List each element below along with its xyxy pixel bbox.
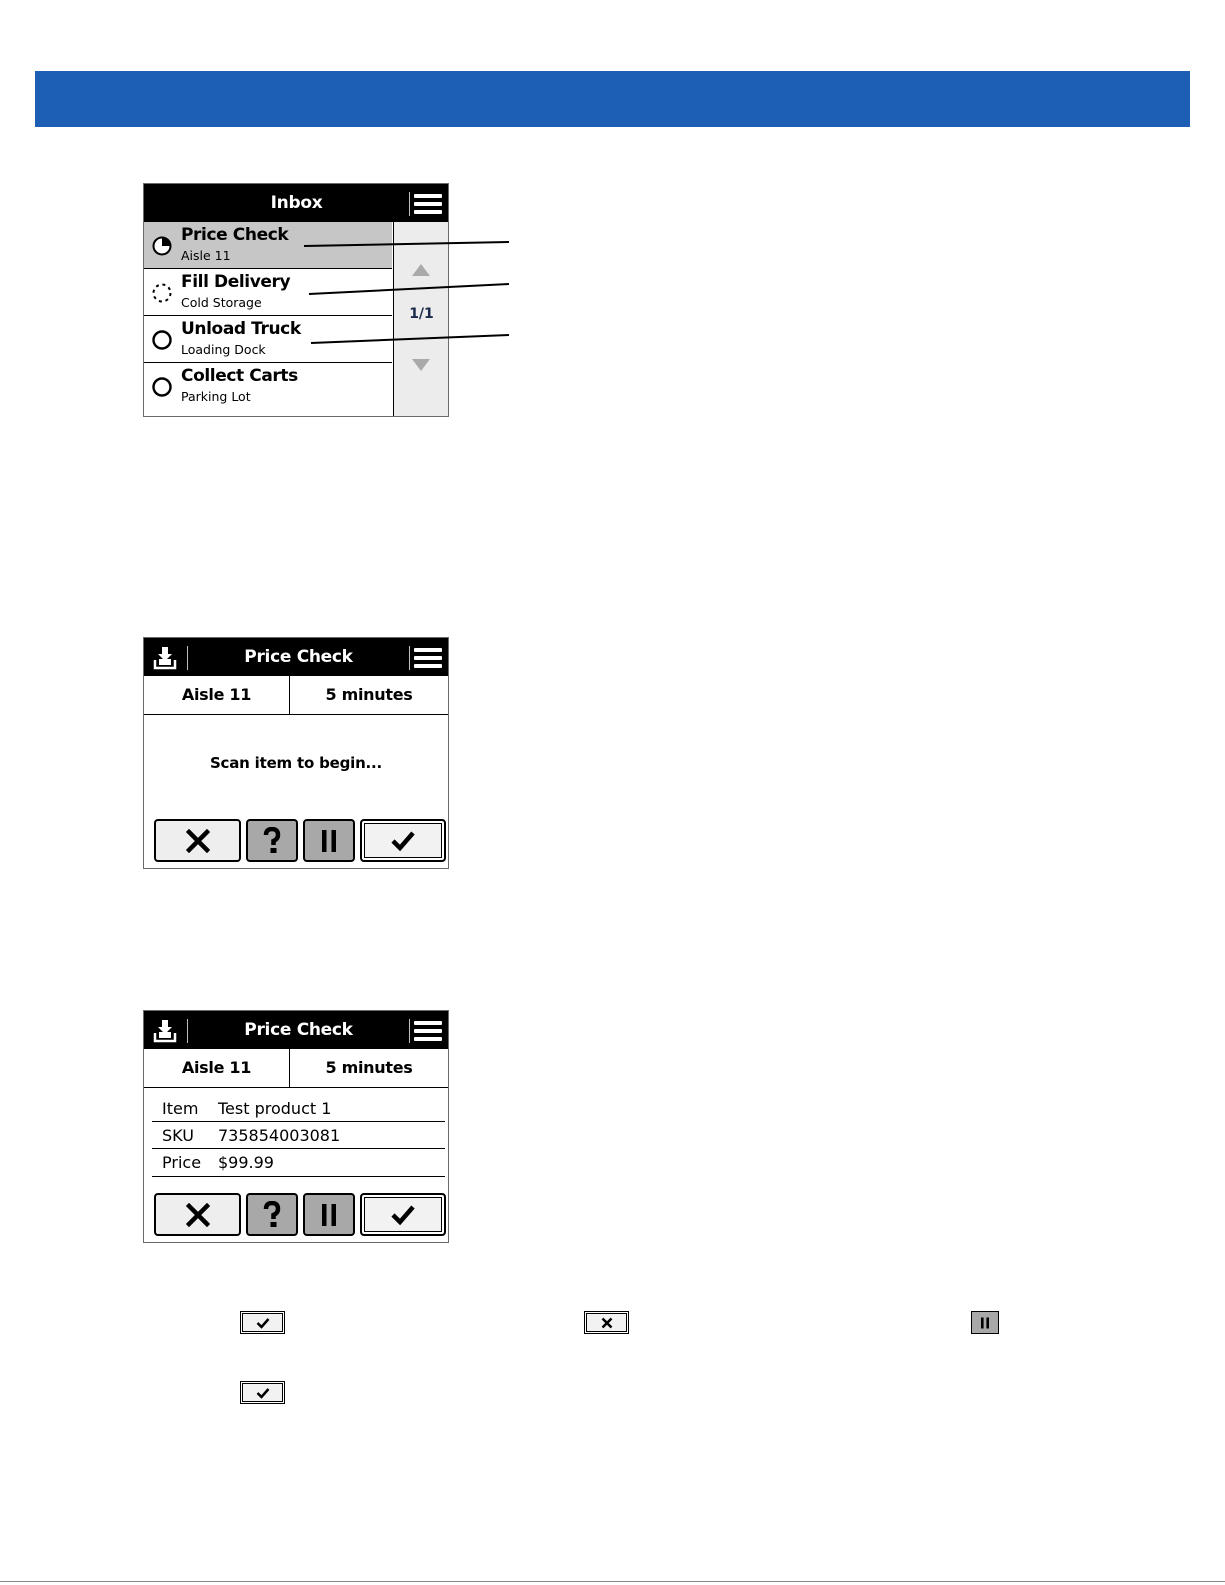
pause-button-mini [971, 1311, 999, 1334]
close-icon [601, 1317, 613, 1329]
confirm-button-mini [240, 1311, 285, 1334]
task-title: Price Check [244, 647, 353, 667]
inbox-item-title: Collect Carts [181, 366, 298, 386]
inbox-item-subtitle: Parking Lot [181, 389, 251, 404]
close-icon [186, 1203, 210, 1227]
callout-lines [0, 0, 1225, 450]
scan-prompt: Scan item to begin... [209, 754, 383, 772]
price-check-scan-screen [143, 637, 449, 869]
pause-icon [321, 1203, 337, 1227]
task-location: Aisle 11 [144, 1049, 290, 1087]
cancel-button-mini [584, 1311, 629, 1334]
footer-rule [0, 1581, 1225, 1582]
task-duration: 5 minutes [325, 1058, 413, 1077]
cancel-button[interactable] [154, 1193, 241, 1236]
inbox-title: Inbox [270, 193, 323, 213]
menu-icon[interactable] [414, 1021, 442, 1041]
help-button[interactable] [246, 1193, 298, 1236]
detail-value: $99.99 [218, 1153, 274, 1172]
task-titlebar [144, 638, 448, 676]
item-details-table [152, 1095, 445, 1177]
inbox-item-subtitle: Aisle 11 [181, 248, 231, 263]
detail-value: Test product 1 [218, 1099, 332, 1118]
table-row [152, 1149, 445, 1177]
pause-icon [981, 1317, 990, 1329]
table-row [152, 1122, 445, 1149]
page-indicator: 1/1 [409, 306, 434, 322]
detail-label: Item [162, 1099, 199, 1118]
question-icon [263, 1201, 281, 1229]
checkmark-icon [390, 830, 416, 852]
checkmark-icon [256, 1387, 270, 1398]
detail-label: SKU [162, 1126, 194, 1145]
close-icon [186, 829, 210, 853]
task-titlebar [144, 1011, 448, 1049]
inbox-item-subtitle: Loading Dock [181, 342, 266, 357]
help-button[interactable] [246, 819, 298, 862]
inbox-item-title: Price Check [181, 225, 289, 245]
task-location: Aisle 11 [144, 676, 290, 714]
question-icon [263, 827, 281, 855]
task-duration: 5 minutes [325, 685, 413, 704]
pause-button[interactable] [303, 1193, 355, 1236]
table-row [152, 1095, 445, 1122]
pause-button[interactable] [303, 819, 355, 862]
inbox-download-icon[interactable] [152, 1018, 178, 1044]
confirm-button-mini [240, 1381, 285, 1404]
detail-value: 735854003081 [218, 1126, 341, 1145]
detail-label: Price [162, 1153, 202, 1172]
inbox-item-title: Fill Delivery [181, 272, 291, 292]
checkmark-icon [256, 1317, 270, 1328]
task-title: Price Check [244, 1020, 353, 1040]
confirm-button[interactable] [360, 819, 446, 862]
inbox-download-icon[interactable] [152, 645, 178, 671]
confirm-button[interactable] [360, 1193, 446, 1236]
inbox-item-title: Unload Truck [181, 319, 301, 339]
task-info-bar [144, 676, 448, 715]
task-info-bar [144, 1049, 448, 1088]
inbox-item-subtitle: Cold Storage [181, 295, 262, 310]
checkmark-icon [390, 1204, 416, 1226]
price-check-details-screen [143, 1010, 449, 1243]
cancel-button[interactable] [154, 819, 241, 862]
title-separator [409, 1019, 410, 1043]
title-separator [409, 646, 410, 670]
pause-icon [321, 829, 337, 853]
menu-icon[interactable] [414, 648, 442, 668]
